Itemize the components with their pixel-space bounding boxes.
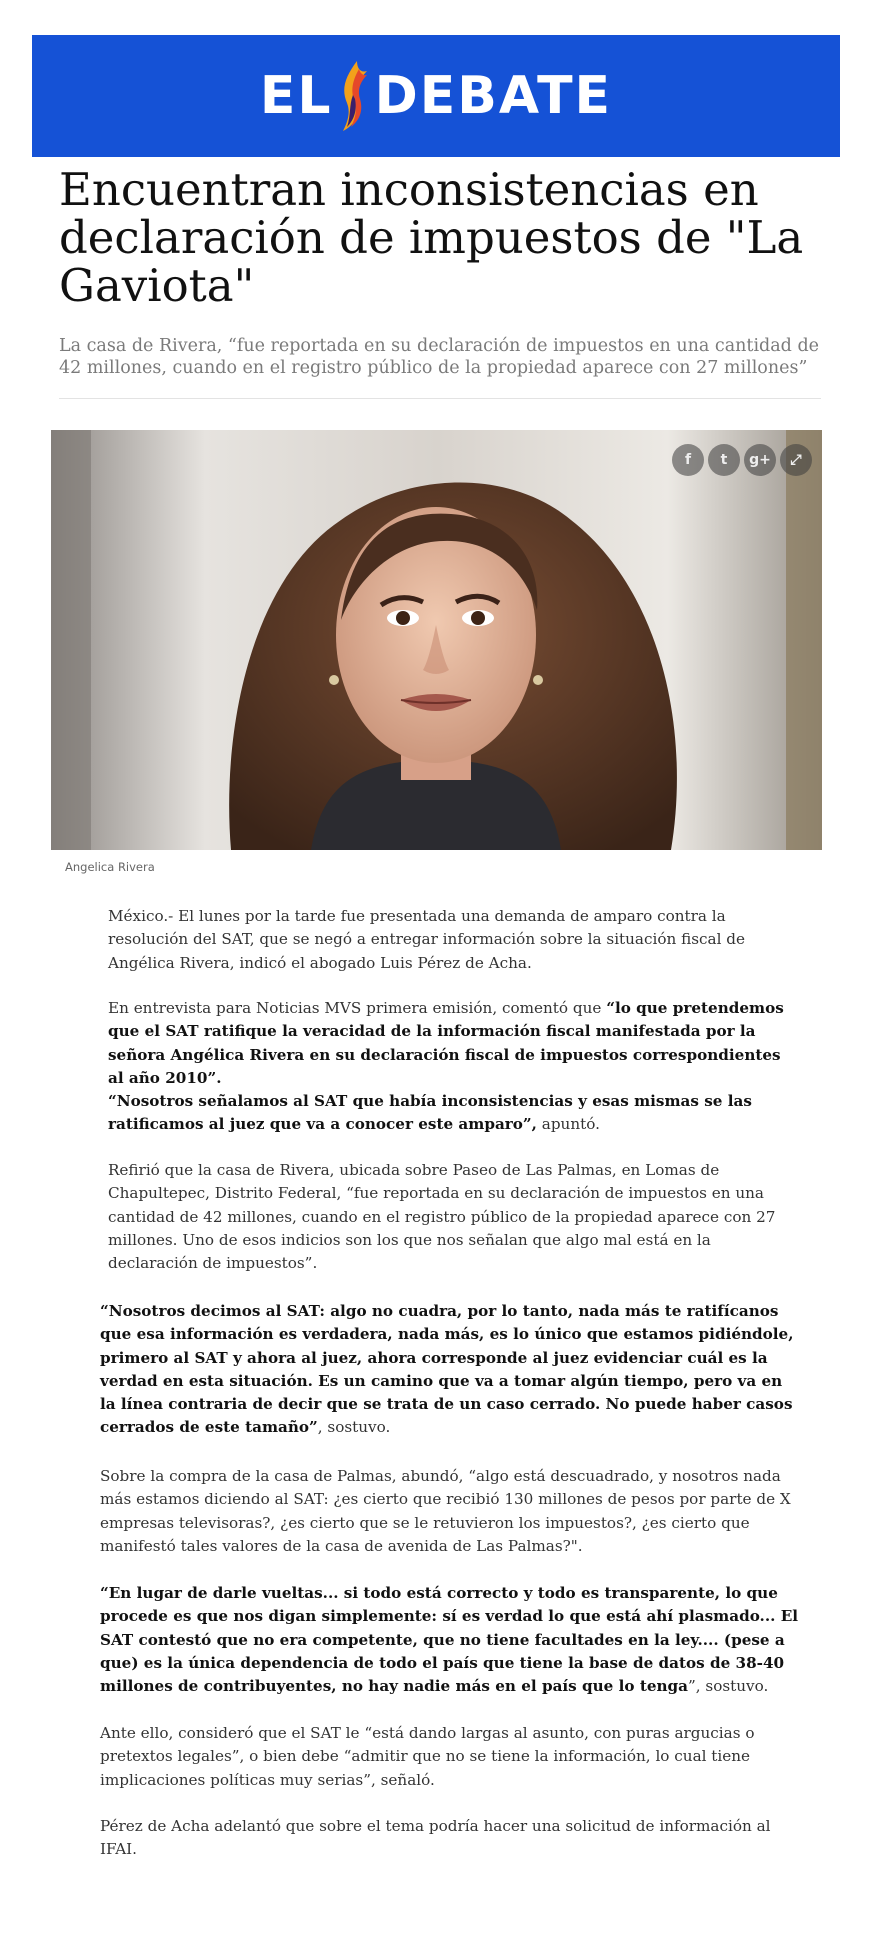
article-title: Encuentran inconsistencias en declaración de impuestos de "La Gaviota": [59, 163, 804, 312]
paragraph-text: , sostuvo.: [317, 1418, 391, 1437]
masthead: [32, 35, 840, 157]
quote-text: “En lugar de darle vueltas... si todo está correcto y todo es transparente, lo que procede es que nos digan simplemente: sí es verdad lo que está ahí plasmado... El SAT contestó que no era competente, que no tiene facultades en la ley.... (pese a que) es la única dependencia de todo el país que tiene la base de datos de 38-40 millones de contribuyentes, no hay nadie más en el país que lo tenga: [100, 1584, 799, 1696]
quote-text: “Nosotros decimos al SAT: algo no cuadra, por lo tanto, nada más te ratifícanos que esa información es verdadera, nada más, es lo único que estamos pidiéndole, primero al SAT y ahora al juez, ahora corresponde al juez evidenciar cuál es la verdad en esta situación. Es un camino que va a tomar algún tiempo, pero va en la línea contraria de decir que se trata de un caso cerrado. No puede haber casos cerrados de este tamaño”: [100, 1302, 794, 1437]
paragraph-text: Pérez de Acha adelantó que sobre el tema podría hacer una solicitud de información al IFAI.: [100, 1817, 771, 1859]
paragraph-9: [100, 1815, 800, 1862]
share-buttons: [672, 444, 812, 476]
paragraph-text: Sobre la compra de la casa de Palmas, abundó, “algo está descuadrado, y nosotros nada más estamos diciendo al SAT: ¿es cierto que recibió 130 millones de pesos por parte de X empresas televisoras?, ¿es cierto que se le retuvieron los impuestos?, ¿es cierto que manifestó tales valores de la casa de avenida de Las Palmas?".: [100, 1467, 791, 1555]
paragraph-1: [108, 905, 788, 975]
fullscreen-icon[interactable]: ⤢: [780, 444, 812, 476]
paragraph-text: Ante ello, consideró que el SAT le “está dando largas al asunto, con puras argucias o pretextos legales”, o bien debe “admitir que no se tiene la información, lo cual tiene implicaciones políticas muy serias”, señaló.: [100, 1724, 755, 1789]
paragraph-text: ”, sostuvo.: [688, 1677, 769, 1696]
article-photo[interactable]: [51, 430, 822, 850]
divider: [59, 398, 821, 399]
paragraph-5: [100, 1300, 800, 1440]
paragraph-2: [108, 997, 788, 1090]
paragraph-8: [100, 1722, 800, 1792]
paragraph-4: [108, 1159, 788, 1275]
quote-text: “Nosotros señalamos al SAT que había inconsistencias y esas mismas se las ratificamos al juez que va a conocer este amparo”,: [108, 1092, 752, 1134]
paragraph-text: apuntó.: [536, 1115, 600, 1134]
logo-text-el: EL: [259, 66, 333, 126]
google-plus-icon[interactable]: g+: [744, 444, 776, 476]
flame-logo-icon: [337, 59, 371, 133]
twitter-icon[interactable]: t: [708, 444, 740, 476]
site-logo[interactable]: [260, 59, 612, 133]
logo-text-debate: DEBATE: [374, 66, 613, 126]
article-subtitle: La casa de Rivera, “fue reportada en su declaración de impuestos en una cantidad de 42 millones, cuando en el registro público de la propiedad aparece con 27 millones”: [59, 336, 820, 378]
image-caption: Angelica Rivera: [65, 860, 155, 874]
facebook-icon[interactable]: f: [672, 444, 704, 476]
paragraph-text: Refirió que la casa de Rivera, ubicada sobre Paseo de Las Palmas, en Lomas de Chapultepec, Distrito Federal, “fue reportada en su declaración de impuestos en una cantidad de 42 millones, cuando en el registro público de la propiedad aparece con 27 millones. Uno de esos indicios son los que nos señalan que algo mal está en la declaración de impuestos”.: [108, 1161, 776, 1273]
paragraph-text: México.- El lunes por la tarde fue presentada una demanda de amparo contra la resolución del SAT, que se negó a entregar información sobre la situación fiscal de Angélica Rivera, indicó el abogado Luis Pérez de Acha.: [108, 907, 745, 972]
paragraph-3: [108, 1090, 788, 1137]
quote-text: “lo que pretendemos que el SAT ratifique la veracidad de la información fiscal manifestada por la señora Angélica Rivera en su declaración fiscal de impuestos correspondientes al año 2010”.: [108, 999, 784, 1087]
paragraph-6: [100, 1465, 800, 1558]
paragraph-7: [100, 1582, 800, 1698]
paragraph-text: En entrevista para Noticias MVS primera emisión, comentó que: [108, 999, 607, 1017]
portrait-illustration: [51, 430, 822, 850]
